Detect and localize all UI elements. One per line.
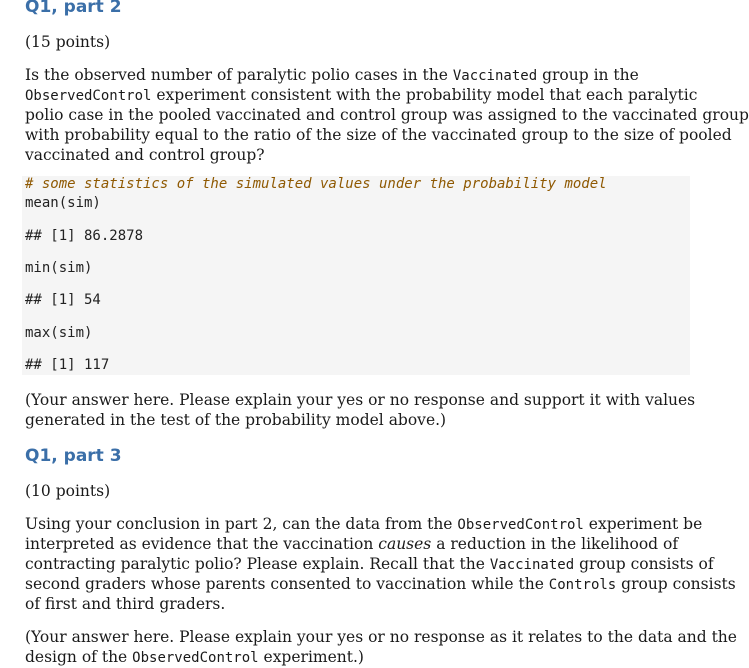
part2-question-line2: ObservedControl experiment consistent with the probability model that each paralytic xyxy=(25,86,698,104)
part2-heading: Q1, part 2 xyxy=(25,0,122,17)
part3-question-line1: Using your conclusion in part 2, can the data from the ObservedControl experiment be xyxy=(25,515,703,533)
part3-question-line2: interpreted as evidence that the vaccination causes a reduction in the likelihood of xyxy=(25,535,679,553)
part2-question-line4: with probability equal to the ratio of the size of the vaccinated group to the size of pooled xyxy=(25,126,732,144)
part3-points: (10 points) xyxy=(25,482,111,500)
part2-points: (15 points) xyxy=(25,33,111,51)
part2-question-line3: polio case in the pooled vaccinated and control group was assigned to the vaccinated group xyxy=(25,106,749,124)
part3-question-line4: second graders whose parents consented to vaccination while the Controls group consists xyxy=(25,575,736,593)
part2-question-line5: vaccinated and control group? xyxy=(25,146,265,164)
code-block xyxy=(22,176,690,375)
part3-question-line3: contracting paralytic polio? Please explain. Recall that the Vaccinated group consists of xyxy=(25,555,714,573)
code-min-call: min(sim) xyxy=(25,260,93,276)
part2-question-line1: Is the observed number of paralytic polio cases in the Vaccinated group in the xyxy=(25,66,639,84)
part2-answer-line2: generated in the test of the probability model above.) xyxy=(25,411,447,429)
code-min-output: ## [1] 54 xyxy=(25,292,101,308)
code-max-call: max(sim) xyxy=(25,325,93,341)
part2-answer-line1: (Your answer here. Please explain your yes or no response and support it with values xyxy=(25,391,696,409)
code-max-output: ## [1] 117 xyxy=(25,357,110,373)
code-comment: # some statistics of the simulated values under the probability model xyxy=(25,176,607,192)
part3-heading: Q1, part 3 xyxy=(25,446,122,466)
part3-answer-line2: design of the ObservedControl experiment.) xyxy=(25,648,364,666)
code-mean-call: mean(sim) xyxy=(25,195,101,211)
part3-question-line5: of first and third graders. xyxy=(25,595,226,613)
part3-answer-line1: (Your answer here. Please explain your yes or no response as it relates to the data and the xyxy=(25,628,737,646)
code-mean-output: ## [1] 86.2878 xyxy=(25,228,144,244)
